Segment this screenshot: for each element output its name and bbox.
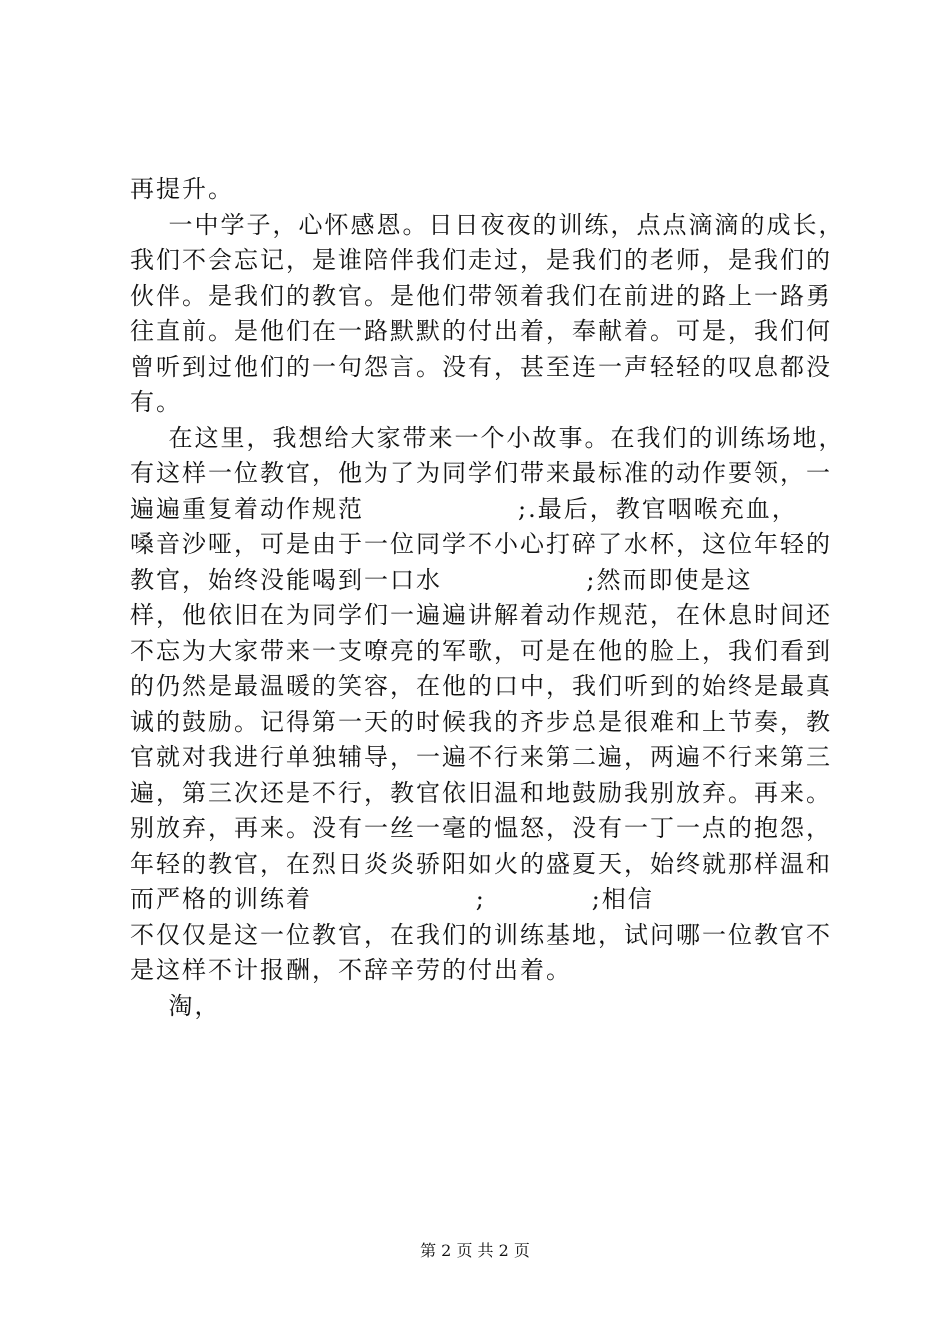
text-line: 有。 bbox=[130, 388, 182, 416]
text-line: 遍遍重复着动作规范 ;.最后，教官咽喉充血， bbox=[130, 494, 798, 523]
text-line: 不仅仅是这一位教官，在我们的训练基地，试问哪一位教官不 bbox=[130, 920, 832, 949]
text-line: 不忘为大家带来一支嘹亮的军歌，可是在他的脸上，我们看到 bbox=[130, 636, 832, 665]
text-line: 淘， bbox=[130, 991, 221, 1020]
body-text bbox=[130, 172, 845, 1024]
text-line: 教官，始终没能喝到一口水 ;然而即使是这 bbox=[130, 565, 753, 594]
text-line: 往直前。是他们在一路默默的付出着，奉献着。可是，我们何 bbox=[130, 317, 832, 345]
text-line: 别放弃，再来。没有一丝一毫的愠怒，没有一丁一点的抱怨， bbox=[130, 814, 832, 842]
text-line: 一中学子，心怀感恩。日日夜夜的训练，点点滴滴的成长， bbox=[130, 210, 845, 239]
page-footer bbox=[0, 1241, 950, 1261]
text-line: 诚的鼓励。记得第一天的时候我的齐步总是很难和上节奏，教 bbox=[130, 707, 832, 736]
text-line: 而严格的训练着 ; ;相信 bbox=[130, 885, 654, 913]
text-line: 的仍然是最温暖的笑容，在他的口中，我们听到的始终是最真 bbox=[130, 672, 832, 700]
text-line: 样，他依旧在为同学们一遍遍讲解着动作规范，在休息时间还 bbox=[130, 601, 832, 629]
text-line: 遍，第三次还是不行，教官依旧温和地鼓励我别放弃。再来。 bbox=[130, 778, 832, 807]
text-line: 官就对我进行单独辅导，一遍不行来第二遍，两遍不行来第三 bbox=[130, 743, 832, 771]
text-line: 年轻的教官，在烈日炎炎骄阳如火的盛夏天，始终就那样温和 bbox=[130, 849, 832, 878]
text-line: 再提升。 bbox=[130, 175, 234, 203]
text-line: 我们不会忘记，是谁陪伴我们走过，是我们的老师，是我们的 bbox=[130, 246, 832, 274]
text-line: 曾听到过他们的一句怨言。没有，甚至连一声轻轻的叹息都没 bbox=[130, 352, 832, 381]
text-line: 是这样不计报酬，不辞辛劳的付出着。 bbox=[130, 956, 572, 984]
text-line: 伙伴。是我们的教官。是他们带领着我们在前进的路上一路勇 bbox=[130, 281, 832, 310]
text-line: 在这里，我想给大家带来一个小故事。在我们的训练场地， bbox=[130, 423, 845, 452]
text-line: 嗓音沙哑，可是由于一位同学不小心打碎了水杯，这位年轻的 bbox=[130, 530, 832, 558]
text-line: 有这样一位教官，他为了为同学们带来最标准的动作要领，一 bbox=[130, 459, 832, 487]
page-number: 第 2 页 共 2 页 bbox=[420, 1241, 530, 1260]
